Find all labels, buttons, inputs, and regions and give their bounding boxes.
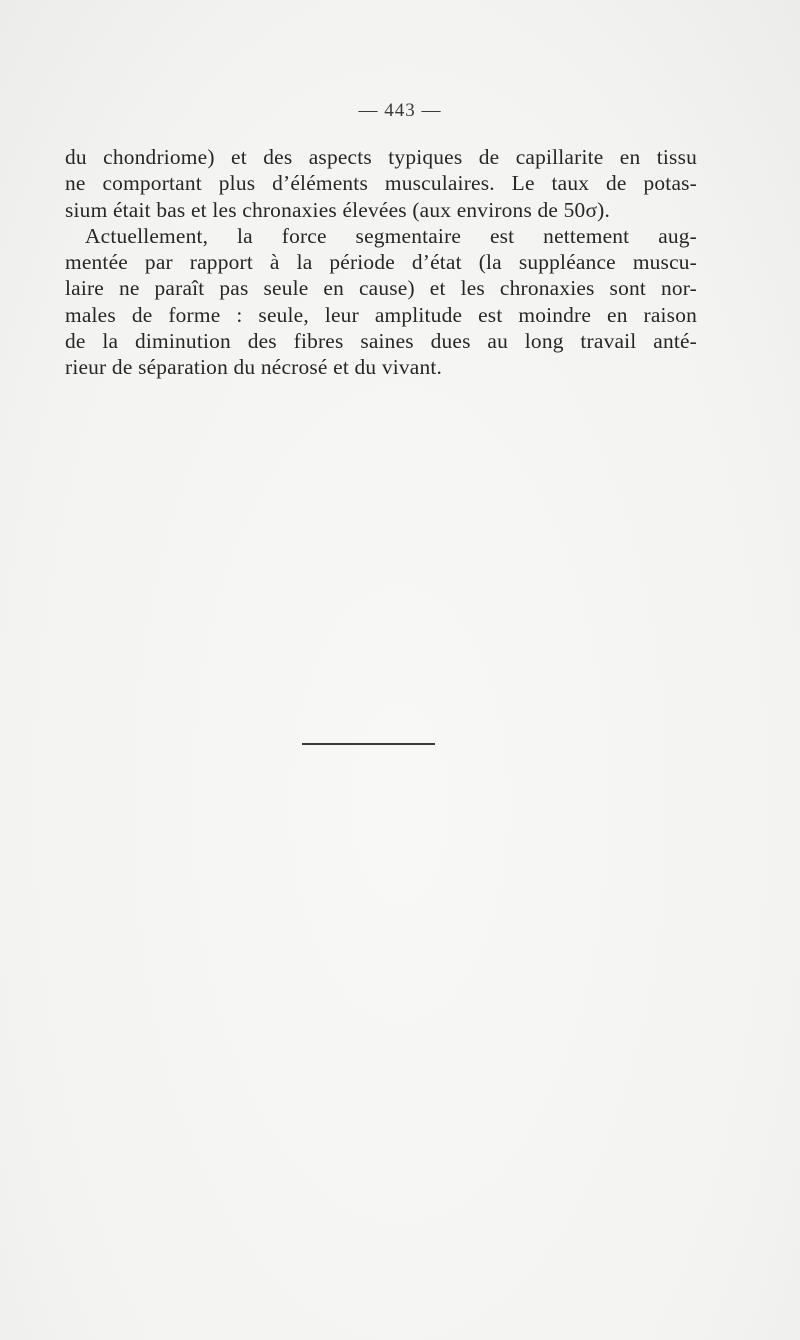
text-line: du chondriome) et des aspects typiques de capillarite en tissu	[65, 145, 697, 169]
body-text	[65, 144, 697, 381]
text-line: laire ne paraît pas seule en cause) et les chronaxies sont nor-	[65, 276, 697, 301]
paragraph-2	[65, 223, 697, 381]
text-line: de la diminution des fibres saines dues au long travail anté-	[65, 329, 697, 354]
text-line: males de forme : seule, leur amplitude est moindre en raison	[65, 302, 697, 327]
text-line: sium était bas et les chronaxies élevées (aux environs de 50σ).	[65, 197, 611, 222]
text-line: mentée par rapport à la période d’état (la suppléance muscu-	[65, 250, 697, 275]
text-line: Actuellement, la force segmentaire est nettement aug-	[85, 223, 697, 248]
section-divider-rule	[302, 743, 435, 745]
text-line: rieur de séparation du nécrosé et du vivant.	[65, 355, 443, 380]
text-line: ne comportant plus d’éléments musculaires. Le taux de potas-	[65, 171, 697, 196]
page-number: — 443 —	[358, 100, 442, 121]
paragraph-1	[65, 144, 697, 223]
